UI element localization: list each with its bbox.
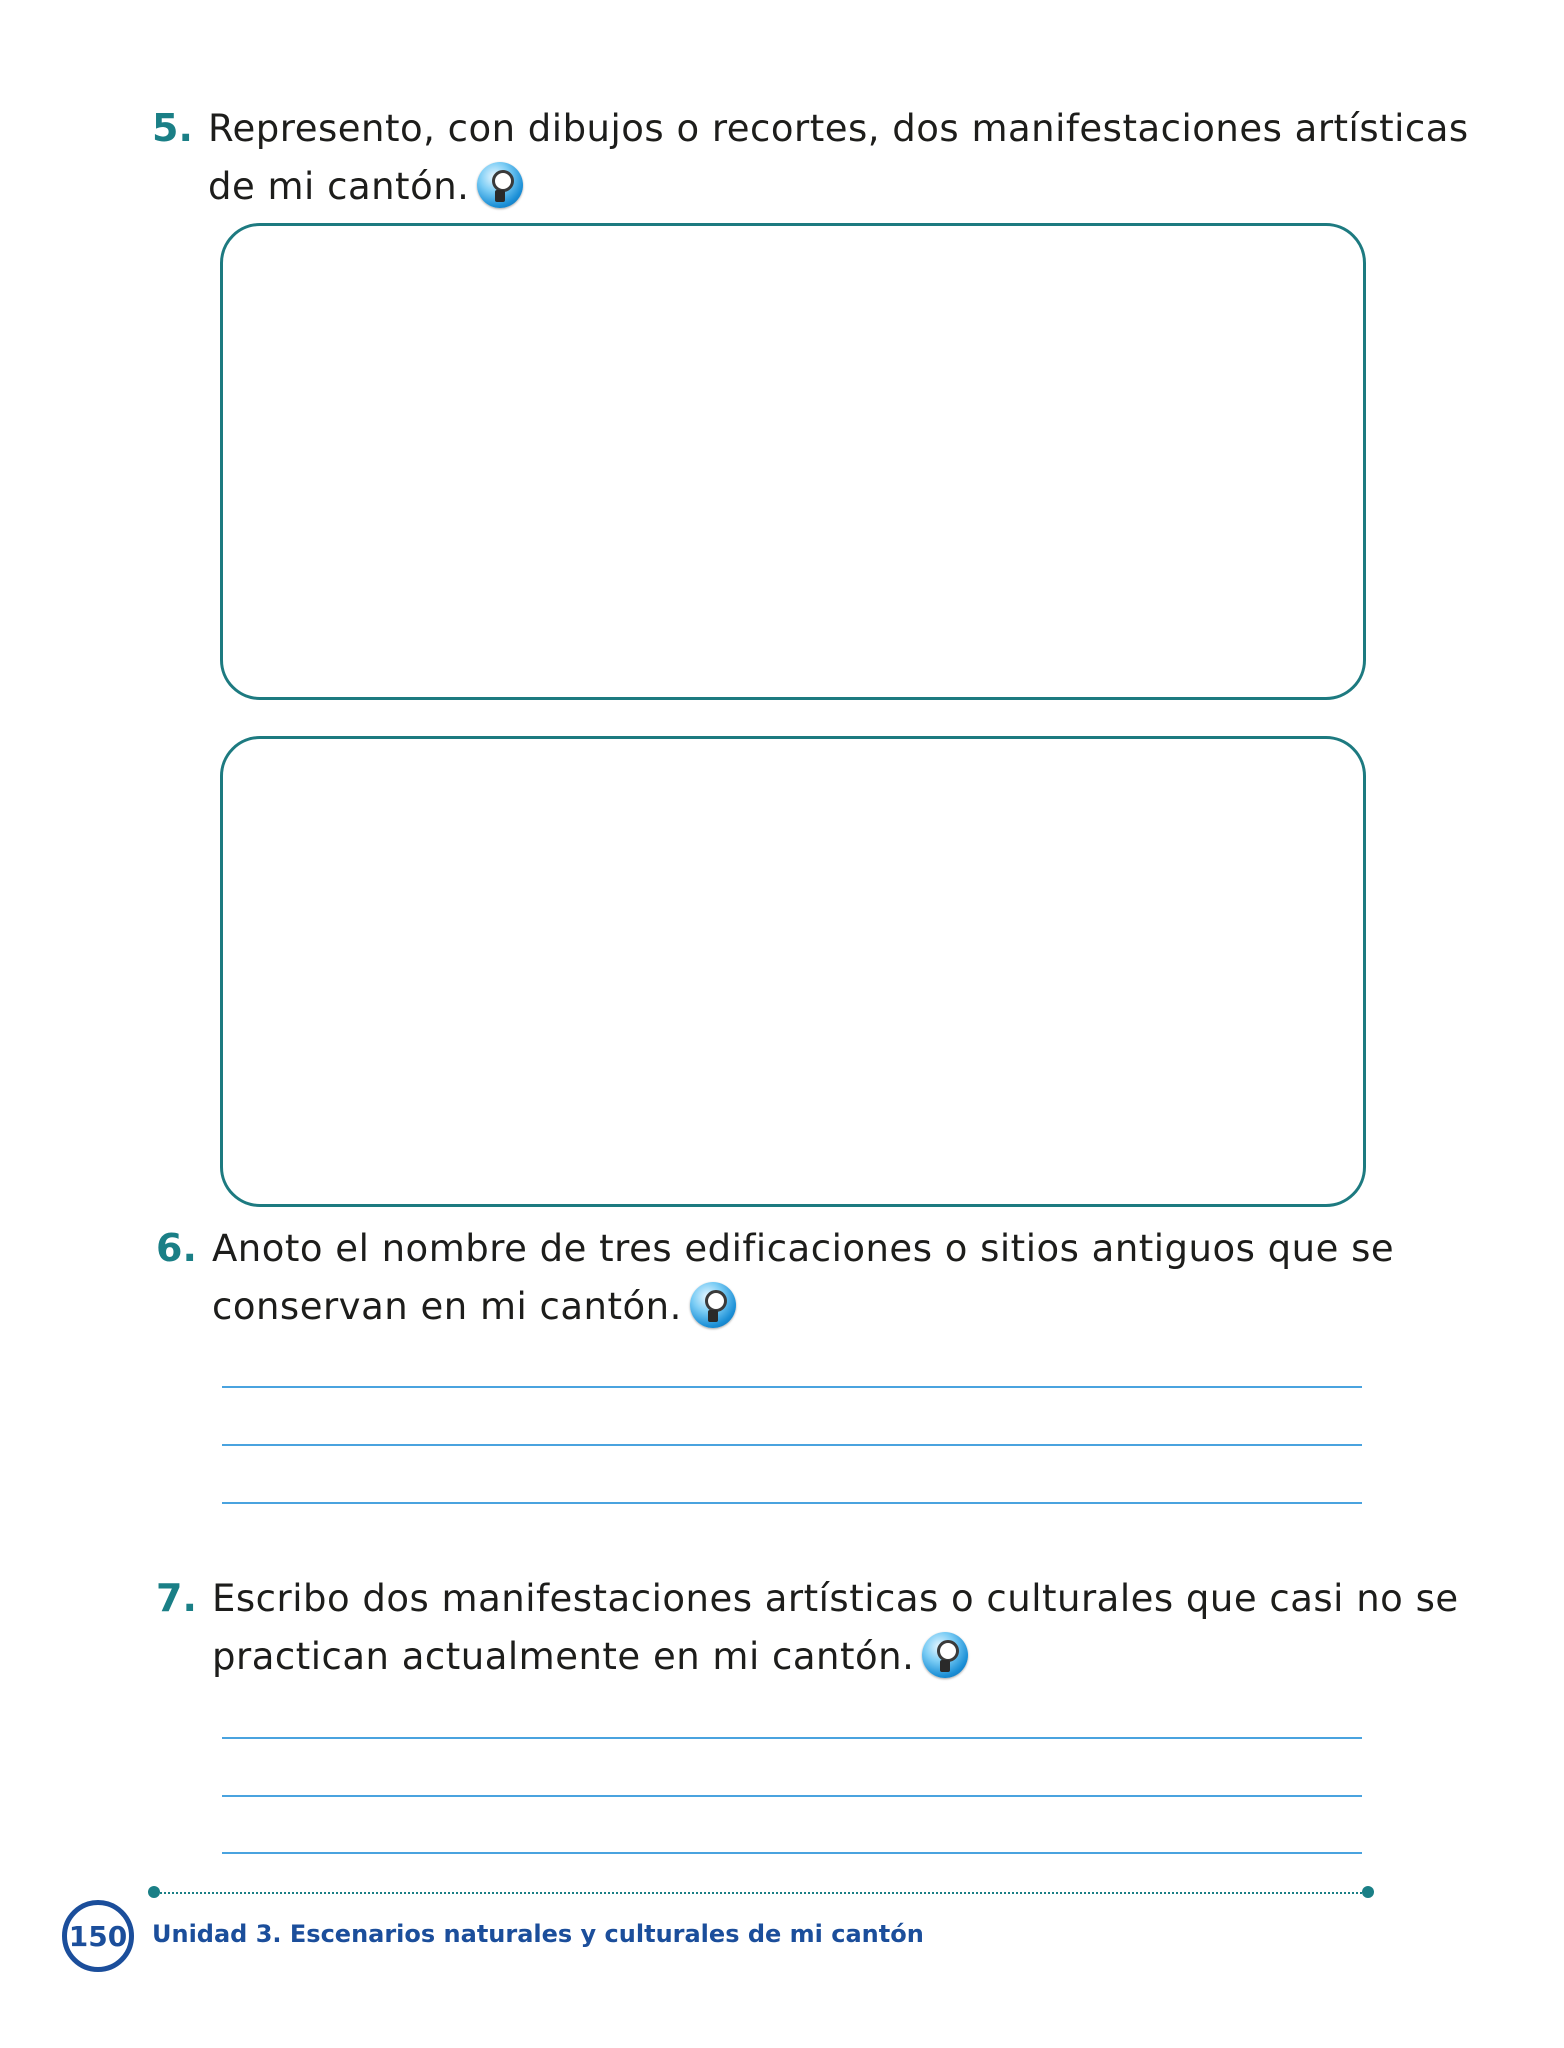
drawing-box-2[interactable] xyxy=(220,736,1366,1207)
question-text-line-2 xyxy=(208,158,523,216)
footer-divider-dot-right xyxy=(1362,1886,1374,1898)
question-number: 5. xyxy=(152,106,193,150)
answer-line[interactable] xyxy=(222,1502,1362,1504)
footer-divider-dot-left xyxy=(148,1886,160,1898)
question-text-line-1: Anoto el nombre de tres edificaciones o sitios antiguos que se xyxy=(212,1227,1395,1270)
unit-title: Unidad 3. Escenarios naturales y culturales de mi cantón xyxy=(152,1920,924,1948)
question-text-line-2 xyxy=(212,1278,736,1336)
question-number: 7. xyxy=(156,1576,197,1620)
lightbulb-icon xyxy=(922,1632,968,1678)
page-number: 150 xyxy=(68,1919,128,1953)
answer-line[interactable] xyxy=(222,1444,1362,1446)
footer-divider xyxy=(152,1892,1370,1894)
drawing-box-1[interactable] xyxy=(220,223,1366,700)
question-number: 6. xyxy=(156,1226,197,1270)
question-text-line-2-label: de mi cantón. xyxy=(208,165,470,208)
page-number-badge xyxy=(62,1900,134,1972)
question-text-line-2 xyxy=(212,1628,968,1686)
answer-line[interactable] xyxy=(222,1795,1362,1797)
answer-line[interactable] xyxy=(222,1852,1362,1854)
answer-line[interactable] xyxy=(222,1386,1362,1388)
lightbulb-icon xyxy=(690,1282,736,1328)
question-text-line-2-label: conservan en mi cantón. xyxy=(212,1285,682,1328)
answer-line[interactable] xyxy=(222,1737,1362,1739)
question-text-line-2-label: practican actualmente en mi cantón. xyxy=(212,1635,915,1678)
question-text-line-1: Escribo dos manifestaciones artísticas o culturales que casi no se xyxy=(212,1577,1459,1620)
question-text-line-1: Represento, con dibujos o recortes, dos manifestaciones artísticas xyxy=(208,107,1469,150)
lightbulb-icon xyxy=(477,162,523,208)
